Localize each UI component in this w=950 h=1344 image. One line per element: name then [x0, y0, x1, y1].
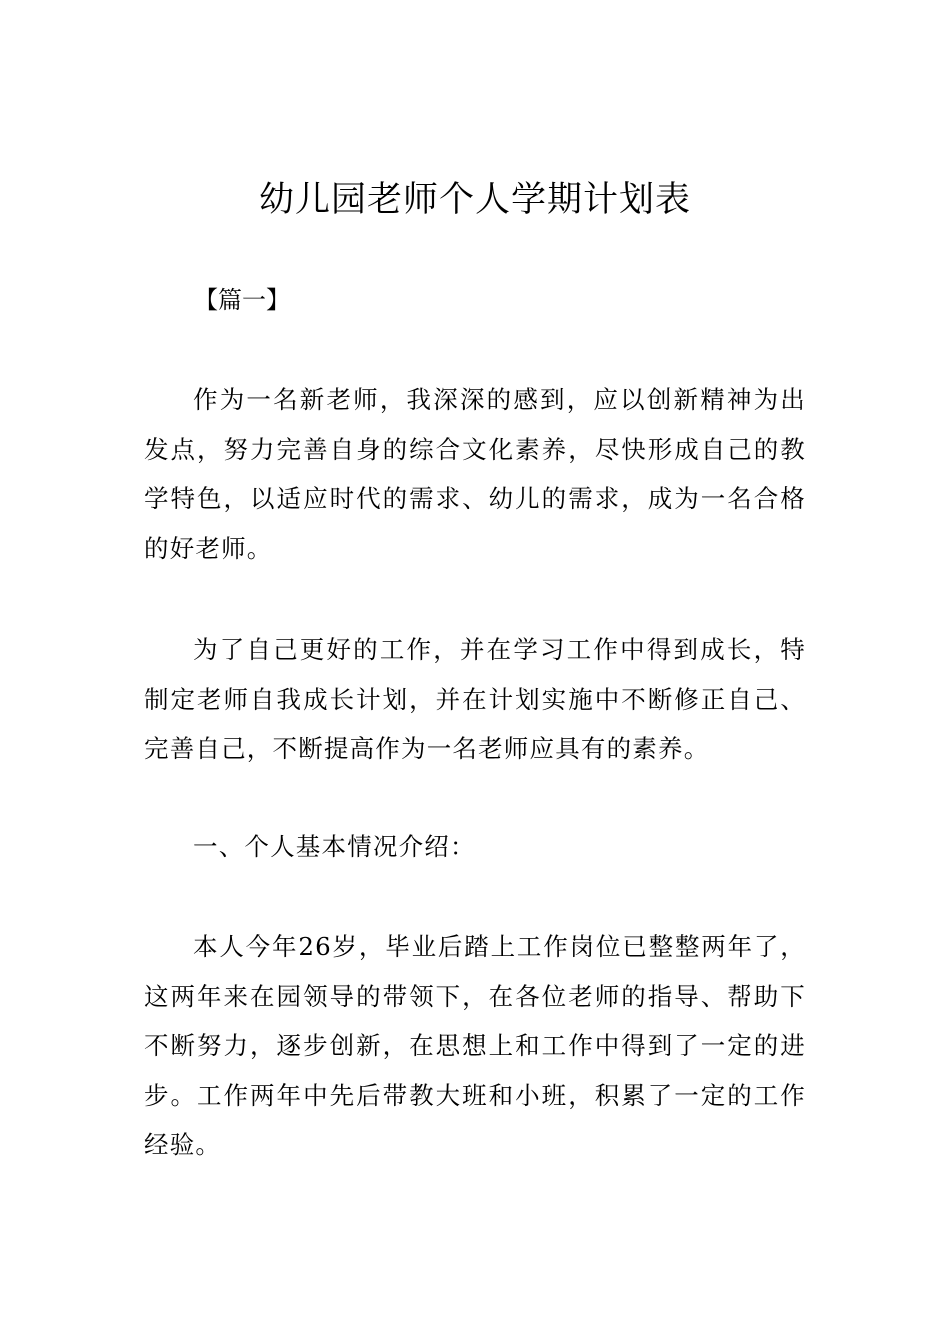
- section-label: 【篇一】: [194, 286, 290, 314]
- paragraph-intro: 作为一名新老师，我深深的感到，应以创新精神为出发点，努力完善自身的综合文化素养，尽快形成自己的教学特色，以适应时代的需求、幼儿的需求，成为一名合格的好老师。: [144, 385, 806, 563]
- paragraph-personal-info: 本人今年26岁，毕业后踏上工作岗位已整整两年了，这两年来在园领导的带领下，在各位老师的指导、帮助下不断努力，逐步创新，在思想上和工作中得到了一定的进步。工作两年中先后带教大班和小班，积累了一定的工作经验。: [144, 932, 806, 1159]
- paragraph-purpose: 为了自己更好的工作，并在学习工作中得到成长，特制定老师自我成长计划，并在计划实施中不断修正自己、完善自己，不断提高作为一名老师应具有的素养。: [144, 635, 806, 763]
- heading-personal-info: 一、个人基本情况介绍：: [193, 832, 476, 861]
- document-title: 幼儿园老师个人学期计划表: [258, 180, 691, 220]
